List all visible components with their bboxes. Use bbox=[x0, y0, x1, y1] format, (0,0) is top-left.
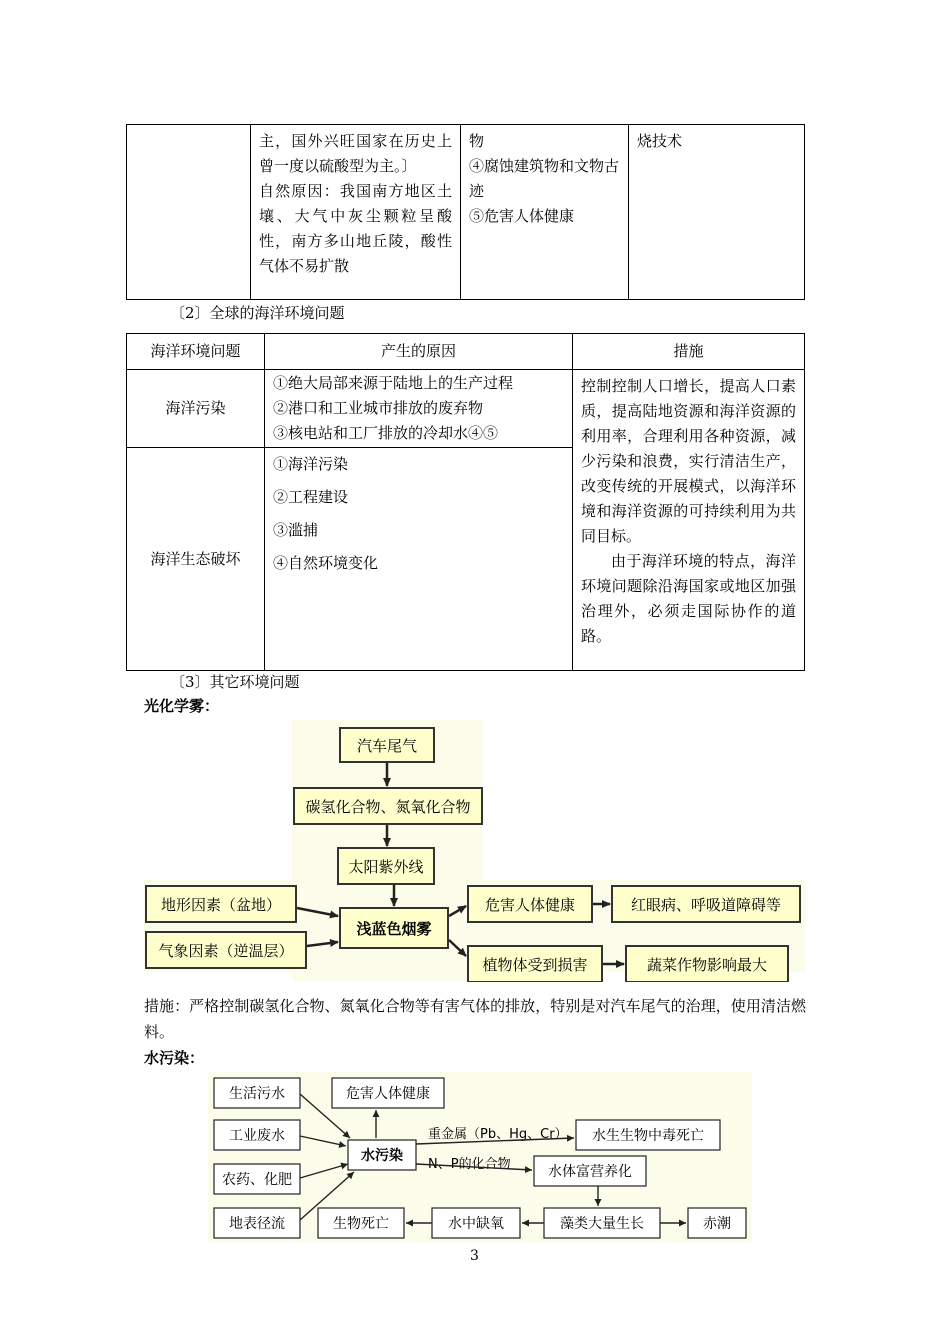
box-water-pollution-text: 水污染 bbox=[361, 1148, 403, 1164]
box-domestic-text: 生活污水 bbox=[229, 1086, 285, 1102]
box-runoff-text: 地表径流 bbox=[229, 1216, 285, 1232]
box-red-tide bbox=[688, 1208, 746, 1238]
box-compounds bbox=[294, 788, 482, 824]
table1-harm-line: ④腐蚀建筑物和文物古迹 bbox=[469, 157, 620, 200]
box-health bbox=[468, 886, 592, 922]
box-weather bbox=[146, 932, 306, 968]
box-plants-text: 植物体受到损害 bbox=[482, 956, 588, 974]
box-uv bbox=[338, 848, 434, 884]
box-runoff bbox=[214, 1208, 300, 1238]
table1-cell-empty bbox=[127, 125, 251, 300]
water-heading: 水污染： bbox=[144, 1049, 205, 1067]
box-terrain bbox=[146, 886, 296, 922]
table2-cause-line: ④自然环境变化 bbox=[273, 554, 379, 572]
box-algae-text: 藻类大量生长 bbox=[560, 1216, 644, 1232]
box-smog-text: 浅蓝色烟雾 bbox=[356, 920, 432, 938]
table1-cell-harms bbox=[461, 125, 629, 300]
table1-cell-causes bbox=[251, 125, 461, 300]
box-red-tide-text: 赤潮 bbox=[703, 1216, 731, 1232]
table1-harm-line: 物 bbox=[469, 132, 485, 150]
table2-cause-line: ②工程建设 bbox=[273, 488, 349, 506]
box-water-pollution bbox=[348, 1140, 416, 1170]
box-weather-text: 气象因素（逆温层） bbox=[158, 942, 294, 960]
box-health-water-text: 危害人体健康 bbox=[346, 1086, 430, 1102]
section3-title: 〔3〕其它环境问题 bbox=[170, 673, 300, 691]
box-aquatic-death-text: 水生生物中毒死亡 bbox=[592, 1128, 704, 1144]
ocean-problems-table bbox=[126, 333, 805, 671]
table2-cause-line: ①绝大局部来源于陆地上的生产过程 bbox=[273, 374, 514, 392]
box-terrain-text: 地形因素（盆地） bbox=[160, 896, 282, 914]
box-diseases-text: 红眼病、呼吸道障碍等 bbox=[630, 896, 782, 914]
acid-rain-table-continuation bbox=[126, 124, 805, 300]
box-eutrophication-text: 水体富营养化 bbox=[548, 1164, 632, 1180]
table1-natural-cause-text: 自然原因：我国南方地区土壤、大气中灰尘颗粒呈酸性，南方多山地丘陵，酸性气体不易扩散 bbox=[259, 182, 452, 275]
box-pesticide bbox=[214, 1164, 300, 1194]
table2-cause-line: ②港口和工业城市排放的废弃物 bbox=[273, 399, 484, 417]
box-pesticide-text: 农药、化肥 bbox=[222, 1172, 292, 1188]
box-health-water bbox=[332, 1078, 444, 1108]
box-eutrophication bbox=[534, 1156, 646, 1186]
table2-cause-line: ③核电站和工厂排放的冷却水④⑤ bbox=[273, 424, 499, 442]
section2-title: 〔2〕全球的海洋环境问题 bbox=[170, 304, 345, 322]
box-bio-death bbox=[318, 1208, 404, 1238]
label-heavy-metals: 重金属（Pb、Hg、Cr） bbox=[428, 1127, 568, 1142]
box-car-exhaust bbox=[340, 728, 434, 762]
table2-header-causes: 产生的原因 bbox=[265, 334, 573, 370]
box-compounds-text: 碳氢化合物、氮氧化合物 bbox=[305, 798, 471, 816]
box-aquatic-death bbox=[576, 1120, 720, 1150]
table2-measures-text-2: 由于海洋环境的特点，海洋环境问题除沿海国家或地区加强治理外，必须走国际协作的道路。 bbox=[581, 552, 796, 645]
table1-measure-text: 烧技术 bbox=[637, 132, 683, 150]
table2-problem-ocean-pollution: 海洋污染 bbox=[127, 370, 265, 448]
box-bio-death-text: 生物死亡 bbox=[333, 1216, 389, 1232]
page-number: 3 bbox=[470, 1248, 479, 1264]
water-pollution-flow-diagram bbox=[208, 1072, 752, 1242]
smog-measures-text: 措施：严格控制碳氢化合物、氮氧化合物等有害气体的排放，特别是对汽车尾气的治理，使用清洁燃料。 bbox=[144, 997, 806, 1041]
box-health-text: 危害人体健康 bbox=[484, 896, 576, 914]
box-plants bbox=[468, 946, 602, 982]
box-hypoxia-text: 水中缺氧 bbox=[448, 1216, 504, 1232]
table2-causes-ocean-pollution bbox=[265, 370, 573, 448]
table1-cell-measures bbox=[629, 125, 805, 300]
table2-cause-line: ①海洋污染 bbox=[273, 455, 349, 473]
box-industrial-text: 工业废水 bbox=[229, 1128, 285, 1144]
table2-problem-ecology-damage: 海洋生态破坏 bbox=[127, 448, 265, 671]
smog-flow-diagram bbox=[144, 720, 806, 982]
smog-heading: 光化学雾： bbox=[144, 697, 220, 715]
table2-header-measures: 措施 bbox=[573, 334, 805, 370]
box-diseases bbox=[612, 886, 800, 922]
table2-measures-text-1: 控制控制人口增长，提高人口素质，提高陆地资源和海洋资源的利用率，合理利用各种资源，减少污染和浪费，实行清洁生产，改变传统的开展模式，以海洋环境和海洋资源的可持续利用为共同目标。 bbox=[581, 377, 796, 545]
box-algae bbox=[544, 1208, 660, 1238]
box-smog bbox=[340, 908, 448, 948]
table1-harm-line: ⑤危害人体健康 bbox=[469, 207, 575, 225]
box-vegetables-text: 蔬菜作物影响最大 bbox=[646, 956, 768, 974]
box-vegetables bbox=[626, 946, 788, 982]
box-domestic bbox=[214, 1078, 300, 1108]
label-np-compounds: N、P的化合物 bbox=[428, 1157, 511, 1172]
table2-header-problem: 海洋环境问题 bbox=[127, 334, 265, 370]
table2-cause-line: ③滥捕 bbox=[273, 521, 319, 539]
box-car-exhaust-text: 汽车尾气 bbox=[356, 737, 418, 755]
box-uv-text: 太阳紫外线 bbox=[348, 858, 424, 876]
table1-cause-text: 主，国外兴旺国家在历史上曾一度以硫酸型为主。〕 bbox=[259, 132, 452, 175]
table2-causes-ecology-damage bbox=[265, 448, 573, 671]
table2-measures-cell bbox=[573, 370, 805, 671]
box-hypoxia bbox=[432, 1208, 520, 1238]
box-industrial bbox=[214, 1120, 300, 1150]
